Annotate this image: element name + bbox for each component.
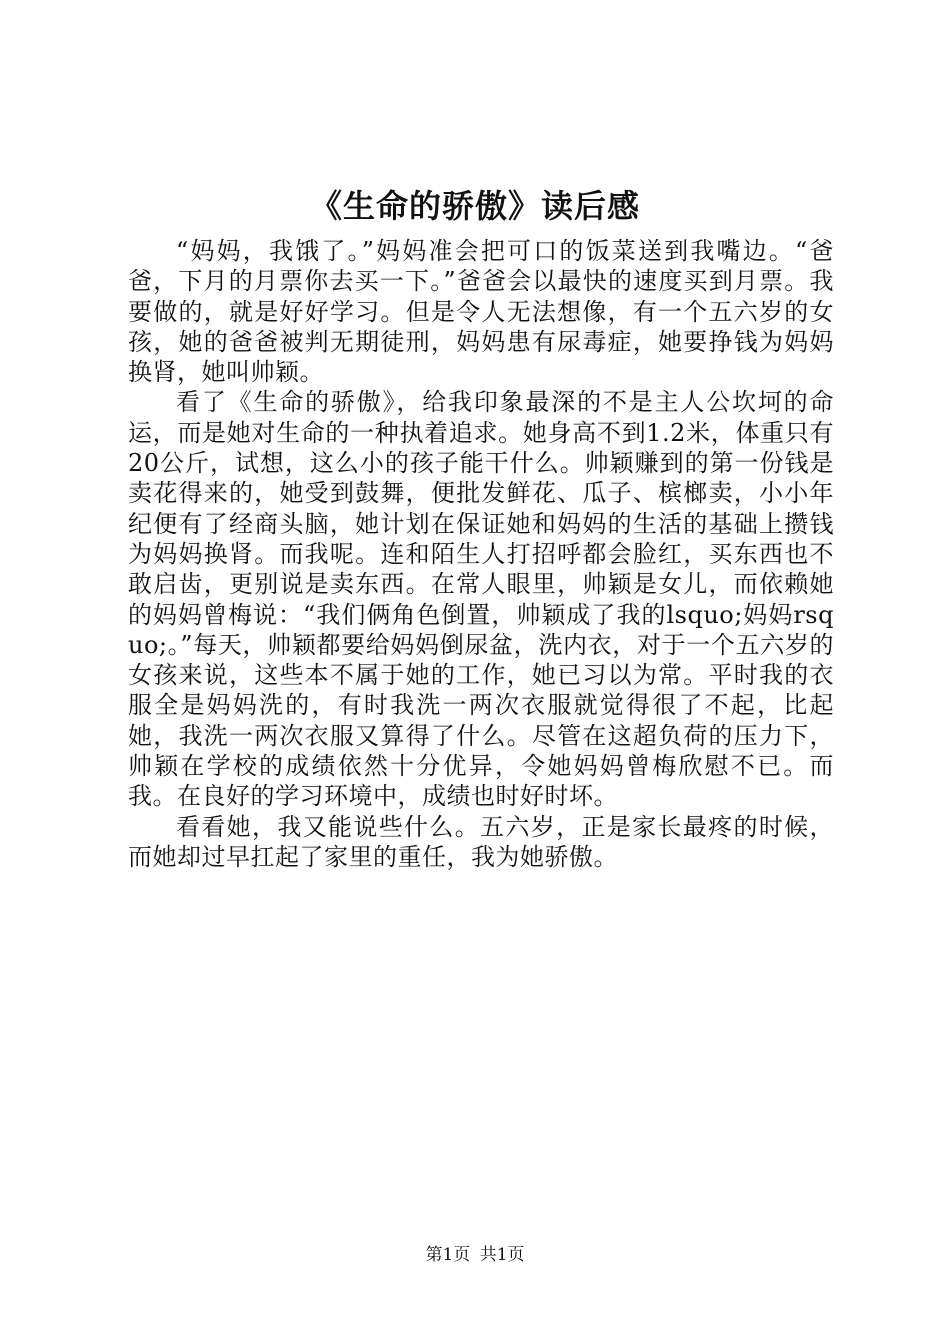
paragraph-1: “妈妈，我饿了。”妈妈准会把可口的饭菜送到我嘴边。“爸爸，下月的月票你去买一下。”爸爸会以最快的速度买到月票。我要做的，就是好好学习。但是令人无法想像，有一个五六岁的女孩，她的爸爸被判无期徒刑，妈妈患有尿毒症，她要挣钱为妈妈换肾，她叫帅颖。	[128, 237, 834, 387]
page-number: 第1页	[425, 1245, 471, 1265]
document-body	[128, 236, 834, 872]
document-title: 《生命的骄傲》读后感	[309, 187, 640, 225]
page-footer	[0, 1244, 950, 1266]
paragraph-2: 看了《生命的骄傲》，给我印象最深的不是主人公坎坷的命运，而是她对生命的一种执着追求。她身高不到1.2米，体重只有20公斤，试想，这么小的孩子能干什么。帅颖赚到的第一份钱是卖花得来的，她受到鼓舞，便批发鲜花、瓜子、槟榔卖，小小年纪便有了经商头脑，她计划在保证她和妈妈的生活的基础上攒钱为妈妈换肾。而我呢。连和陌生人打招呼都会脸红，买东西也不敢启齿，更别说是卖东西。在常人眼里，帅颖是女儿，而依赖她的妈妈曾梅说：“我们俩角色倒置，帅颖成了我的lsquo;妈妈rsquo;。”每天，帅颖都要给妈妈倒尿盆，洗内衣，对于一个五六岁的女孩来说，这些本不属于她的工作，她已习以为常。平时我的衣服全是妈妈洗的，有时我洗一两次衣服就觉得很了不起，比起她，我洗一两次衣服又算得了什么。尽管在这超负荷的压力下，帅颖在学校的成绩依然十分优异，令她妈妈曾梅欣慰不已。而我。在良好的学习环境中，成绩也时好时坏。	[128, 388, 834, 811]
page-total: 共1页	[479, 1245, 525, 1265]
paragraph-3: 看看她，我又能说些什么。五六岁，正是家长最疼的时候，而她却过早扛起了家里的重任，我为她骄傲。	[128, 812, 834, 871]
